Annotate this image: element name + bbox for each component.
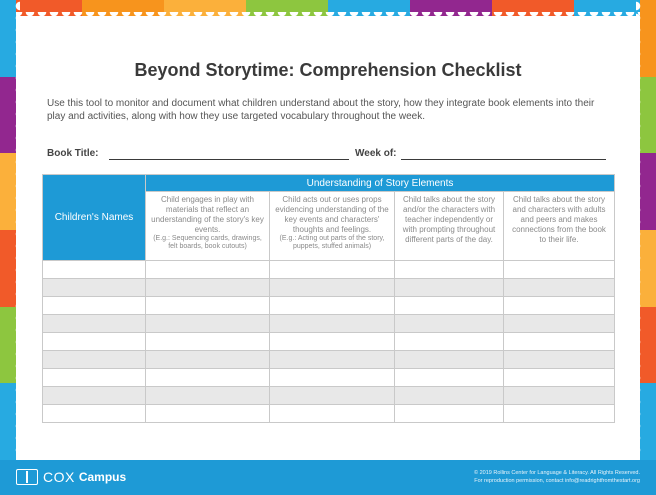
decorative-frame-right <box>640 0 656 460</box>
table-row <box>43 315 615 333</box>
table-row <box>43 387 615 405</box>
table-row <box>43 261 615 279</box>
child-name-cell[interactable] <box>43 369 146 387</box>
table-row <box>43 351 615 369</box>
child-name-cell[interactable] <box>43 351 146 369</box>
table-row <box>43 405 615 423</box>
worksheet-page <box>22 22 634 460</box>
week-of-field[interactable] <box>401 159 606 160</box>
observation-cell[interactable] <box>270 369 395 387</box>
observation-cell[interactable] <box>270 405 395 423</box>
column-header-text: Child talks about the story and/or the characters with teacher independently or with prompting throughout different parts of the day. <box>402 195 496 244</box>
checklist-table <box>42 174 615 423</box>
week-of-label: Week of: <box>355 148 397 159</box>
observation-cell[interactable] <box>395 351 504 369</box>
child-name-cell[interactable] <box>43 315 146 333</box>
observation-cell[interactable] <box>395 297 504 315</box>
column-header-text: Child acts out or uses props evidencing understanding of the key events and characters' thoughts and feelings. <box>275 195 389 234</box>
checklist-rows <box>43 261 615 423</box>
permission-line: For reproduction permission, contact info@readrightfromthestart.org <box>474 478 640 484</box>
table-row <box>43 297 615 315</box>
observation-cell[interactable] <box>504 351 615 369</box>
observation-cell[interactable] <box>146 261 270 279</box>
decorative-frame-top <box>0 0 656 16</box>
book-info-fields <box>47 148 612 162</box>
table-row <box>43 369 615 387</box>
observation-cell[interactable] <box>146 279 270 297</box>
child-name-cell[interactable] <box>43 261 146 279</box>
column-header-play <box>146 192 270 261</box>
observation-cell[interactable] <box>395 405 504 423</box>
observation-cell[interactable] <box>270 279 395 297</box>
column-header-peer-talk <box>504 192 615 261</box>
table-row <box>43 279 615 297</box>
child-name-cell[interactable] <box>43 387 146 405</box>
column-header-example: (E.g.: Acting out parts of the story, puppets, stuffed animals) <box>279 235 385 250</box>
book-title-field[interactable] <box>109 159 349 160</box>
observation-cell[interactable] <box>270 261 395 279</box>
footer-bar <box>0 460 656 495</box>
column-header-teacher-talk <box>395 192 504 261</box>
observation-cell[interactable] <box>146 387 270 405</box>
observation-cell[interactable] <box>270 333 395 351</box>
observation-cell[interactable] <box>395 279 504 297</box>
column-header-text: Child engages in play with materials that reflect an understanding of the story's key events. <box>151 195 264 234</box>
column-header-example: (E.g.: Sequencing cards, drawings, felt boards, book cutouts) <box>153 235 262 250</box>
observation-cell[interactable] <box>270 315 395 333</box>
open-book-icon <box>16 469 38 485</box>
copyright-notice <box>474 469 640 485</box>
child-name-cell[interactable] <box>43 405 146 423</box>
observation-cell[interactable] <box>504 297 615 315</box>
column-header-acting <box>270 192 395 261</box>
observation-cell[interactable] <box>146 315 270 333</box>
child-name-cell[interactable] <box>43 297 146 315</box>
column-header-text: Child talks about the story and characters with adults and peers and makes connections from the book to their life. <box>512 195 606 244</box>
copyright-line: © 2019 Rollins Center for Language & Literacy. All Rights Reserved. <box>474 470 640 476</box>
observation-cell[interactable] <box>146 297 270 315</box>
table-row <box>43 333 615 351</box>
observation-cell[interactable] <box>395 261 504 279</box>
child-name-cell[interactable] <box>43 279 146 297</box>
story-elements-header: Understanding of Story Elements <box>146 175 615 192</box>
observation-cell[interactable] <box>270 297 395 315</box>
observation-cell[interactable] <box>146 405 270 423</box>
observation-cell[interactable] <box>504 333 615 351</box>
observation-cell[interactable] <box>270 351 395 369</box>
observation-cell[interactable] <box>146 333 270 351</box>
page-title: Beyond Storytime: Comprehension Checklist <box>134 60 522 80</box>
observation-cell[interactable] <box>270 387 395 405</box>
observation-cell[interactable] <box>395 333 504 351</box>
observation-cell[interactable] <box>395 369 504 387</box>
observation-cell[interactable] <box>504 315 615 333</box>
intro-text: Use this tool to monitor and document what children understand about the story, how they integrate book elements into their play and activities, along with how they use targeted vocabulary throughout the week. <box>47 98 595 122</box>
observation-cell[interactable] <box>395 315 504 333</box>
observation-cell[interactable] <box>504 369 615 387</box>
cox-campus-logo[interactable] <box>16 469 126 485</box>
childrens-names-header: Children's Names <box>43 175 146 261</box>
observation-cell[interactable] <box>146 369 270 387</box>
child-name-cell[interactable] <box>43 333 146 351</box>
logo-cox-text: COX <box>43 469 75 485</box>
observation-cell[interactable] <box>504 261 615 279</box>
logo-campus-text: Campus <box>78 470 127 484</box>
observation-cell[interactable] <box>395 387 504 405</box>
decorative-frame-left <box>0 0 16 460</box>
book-title-label: Book Title: <box>47 148 99 159</box>
observation-cell[interactable] <box>504 387 615 405</box>
observation-cell[interactable] <box>504 279 615 297</box>
observation-cell[interactable] <box>504 405 615 423</box>
observation-cell[interactable] <box>146 351 270 369</box>
